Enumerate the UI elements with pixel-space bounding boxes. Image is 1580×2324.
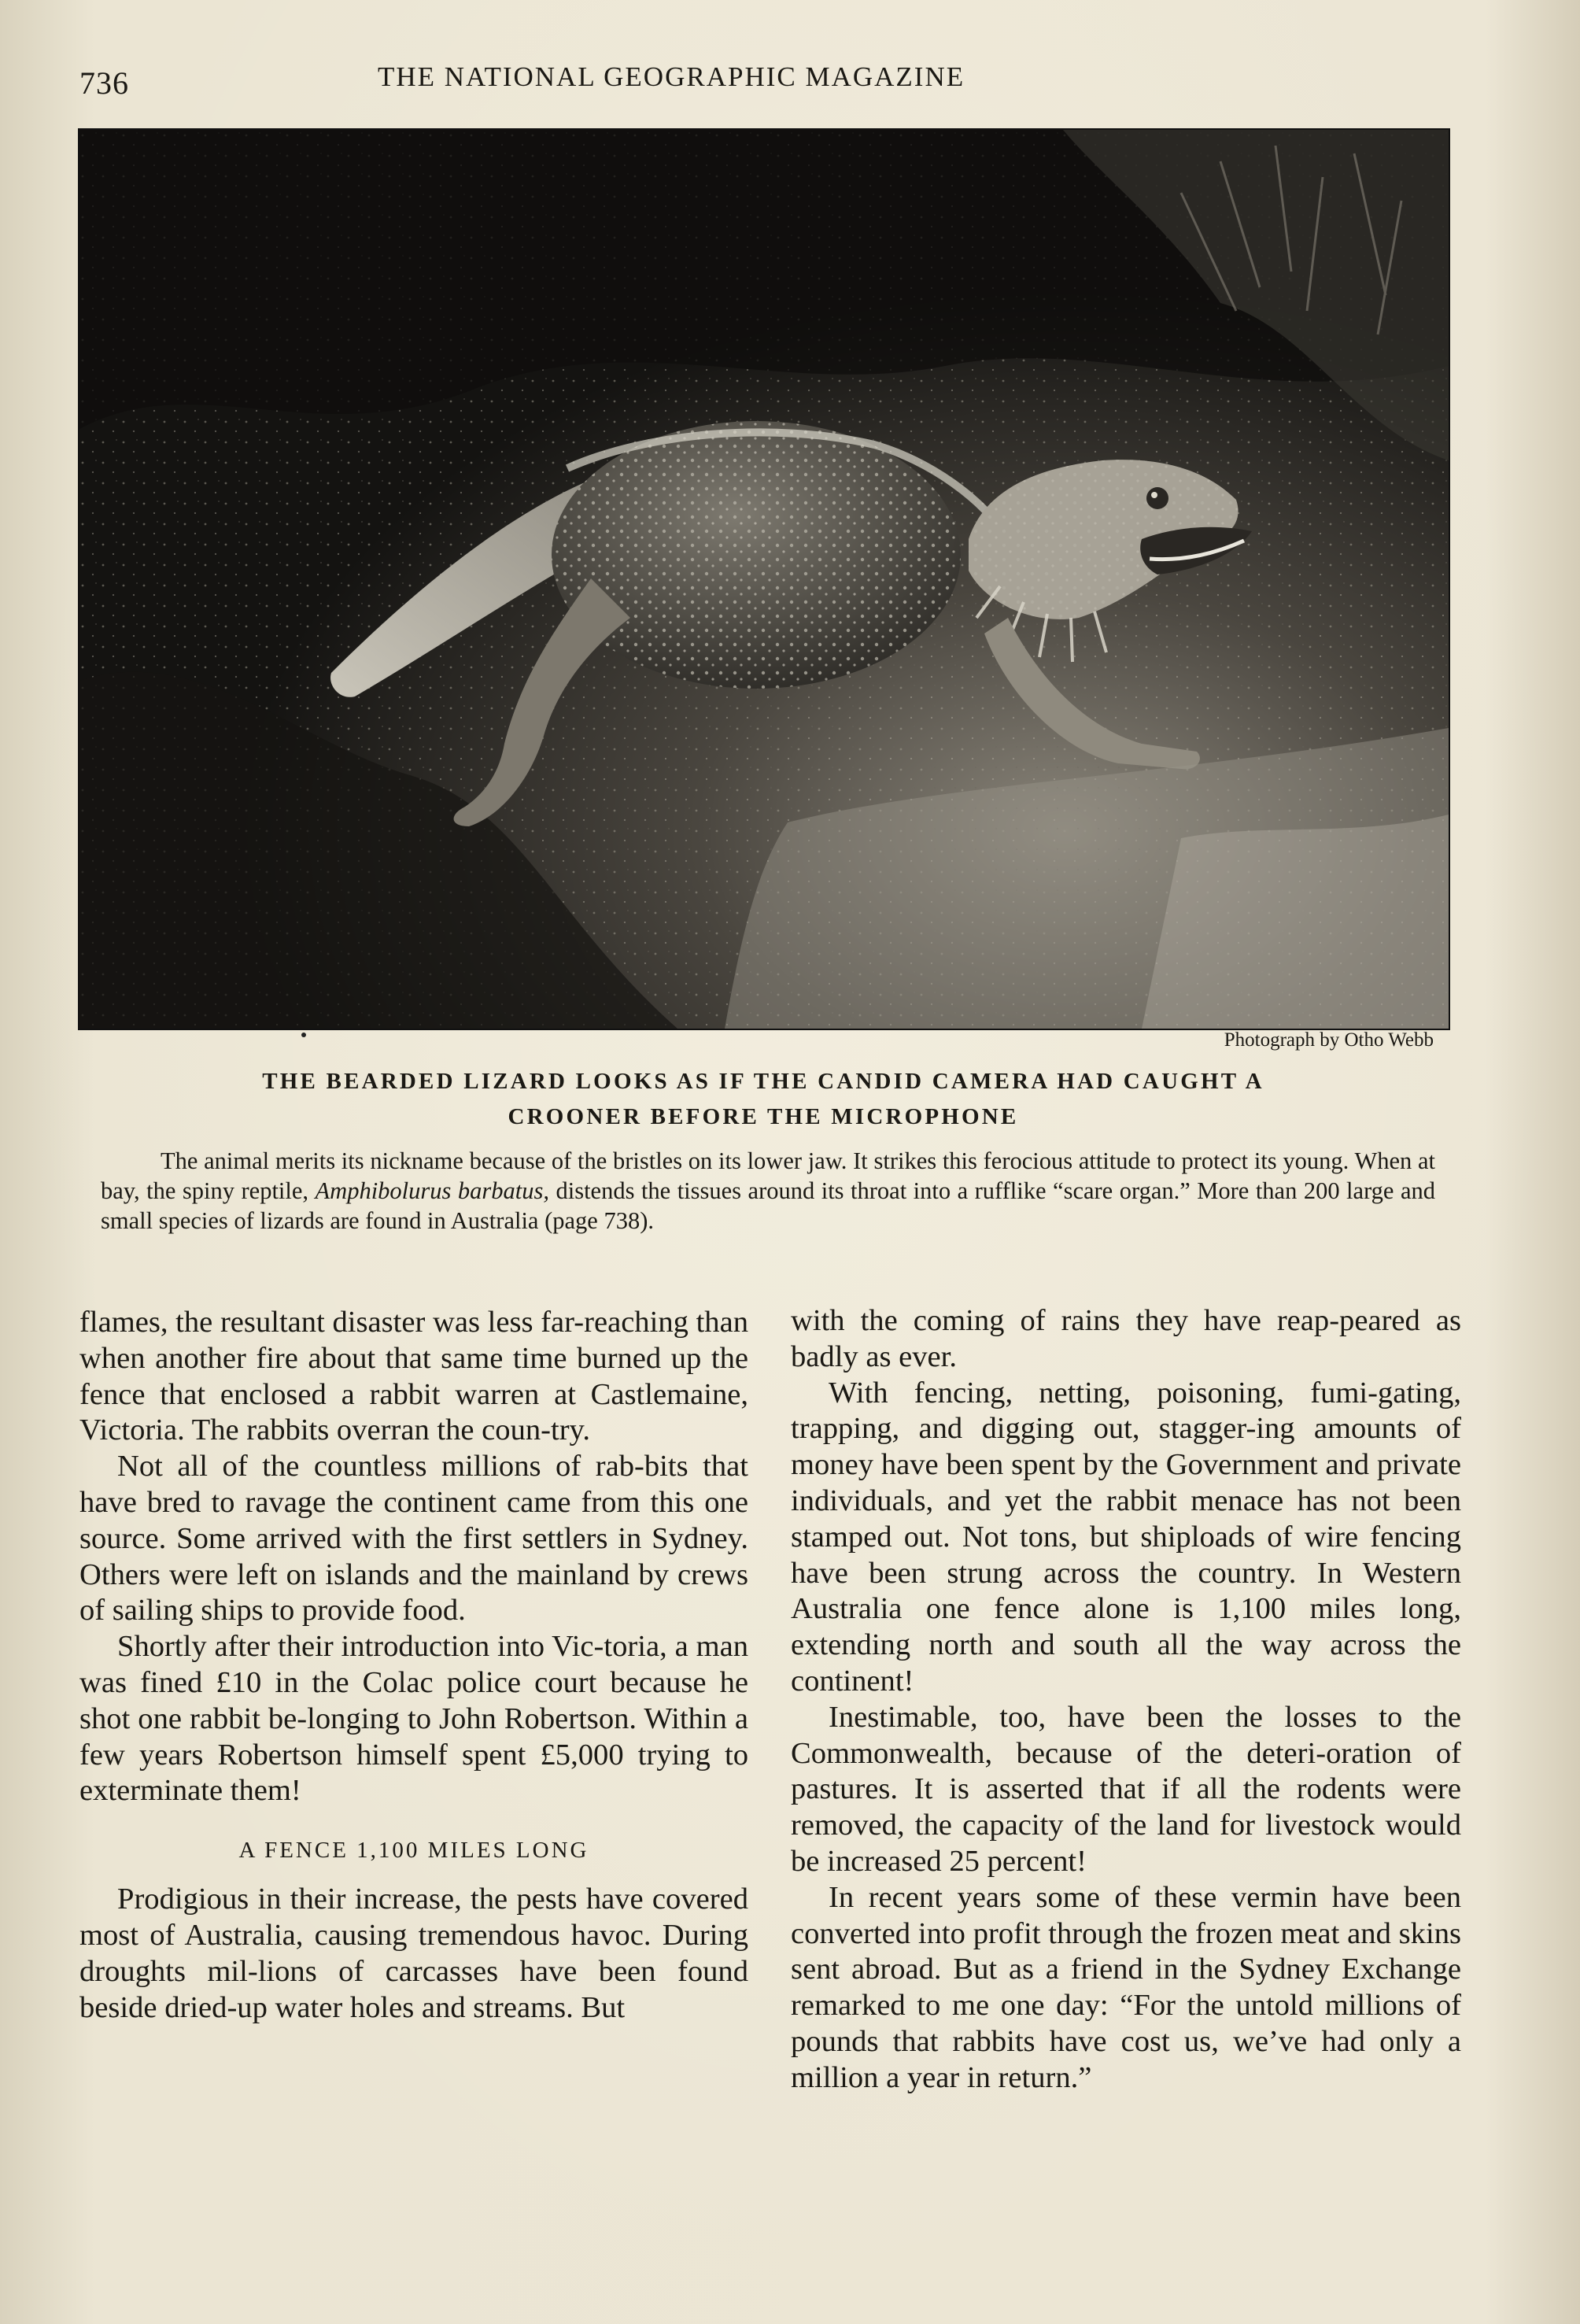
paragraph: Shortly after their introduction into Vic-toria, a man was fined £10 in the Colac police court because he shot one rabbit be-longing to John Robertson. Within a few years Robertson himself spent £5,000 trying to exterminate them! (79, 1630, 748, 1808)
lizard-illustration (79, 130, 1449, 1029)
paragraph: Inestimable, too, have been the losses to the Commonwealth, because of the deteri-oration of pastures. It is asserted that if all the rodents were removed, the capacity of the land for livestock would be increased 25 percent! (791, 1700, 1461, 1878)
caption-paragraph (101, 1146, 1435, 1236)
speck-mark (301, 1033, 306, 1037)
caption-body (101, 1146, 1435, 1236)
paragraph: With fencing, netting, poisoning, fumi-gating, trapping, and digging out, stagger-ing amounts of money have been spent by the Government and private individuals, and yet the rabbit menace has not been stamped out. Not tons, but shiploads of wire fencing have been strung across the country. In Western Australia one fence alone is 1,100 miles long, extending north and south all the way across the continent! (791, 1376, 1461, 1698)
section-subhead: A FENCE 1,100 MILES LONG (238, 1838, 589, 1864)
photo-credit: Photograph by Otho Webb (1224, 1029, 1434, 1051)
paragraph: with the coming of rains they have reap-peared as badly as ever. (791, 1304, 1461, 1373)
caption-text-end: distends the tissues around its throat into a rufflike “scare organ.” More than 200 large and small species of lizards are found in Australia (page 738). (101, 1177, 1435, 1234)
paragraph: In recent years some of these vermin have been converted into profit through the frozen meat and skins sent abroad. But as a friend in the Sydney Exchange remarked to me one day: “For the untold millions of pounds that rabbits have cost us, we’ve had only a million a year in return.” (791, 1880, 1461, 2094)
running-head: THE NATIONAL GEOGRAPHIC MAGAZINE (378, 61, 965, 92)
article-column-right (791, 1303, 1461, 2097)
paragraph: Prodigious in their increase, the pests have covered most of Australia, causing tremendous havoc. During droughts mil-lions of carcasses have been found beside dried-up water holes and streams. But (79, 1882, 748, 2024)
bearded-lizard-photo (79, 130, 1449, 1029)
caption-text-start: The animal merits its nickname because of the bristles on its lower jaw. It strikes this ferocious attitude to protect its young. When at bay, the spiny reptile, (101, 1147, 1435, 1204)
paragraph: Not all of the countless millions of rab-bits that have bred to ravage the continent came from this one source. Some arrived with the first settlers in Sydney. Others were left on islands and the mainland by crews of sailing ships to provide food. (79, 1450, 748, 1628)
caption-title-line-2: CROONER BEFORE THE MICROPHONE (508, 1104, 1019, 1129)
page-number: 736 (79, 65, 129, 101)
article-column-left (79, 1305, 748, 2026)
paragraph: flames, the resultant disaster was less far-reaching than when another fire about that same time burned up the fence that enclosed a rabbit warren at Castlemaine, Victoria. The rabbits overran the coun-try. (79, 1306, 748, 1447)
caption-title (181, 1064, 1346, 1135)
species-name: Amphibolurus barbatus, (315, 1177, 549, 1204)
caption-title-line-1: THE BEARDED LIZARD LOOKS AS IF THE CANDID CAMERA HAD CAUGHT A (262, 1069, 1264, 1094)
